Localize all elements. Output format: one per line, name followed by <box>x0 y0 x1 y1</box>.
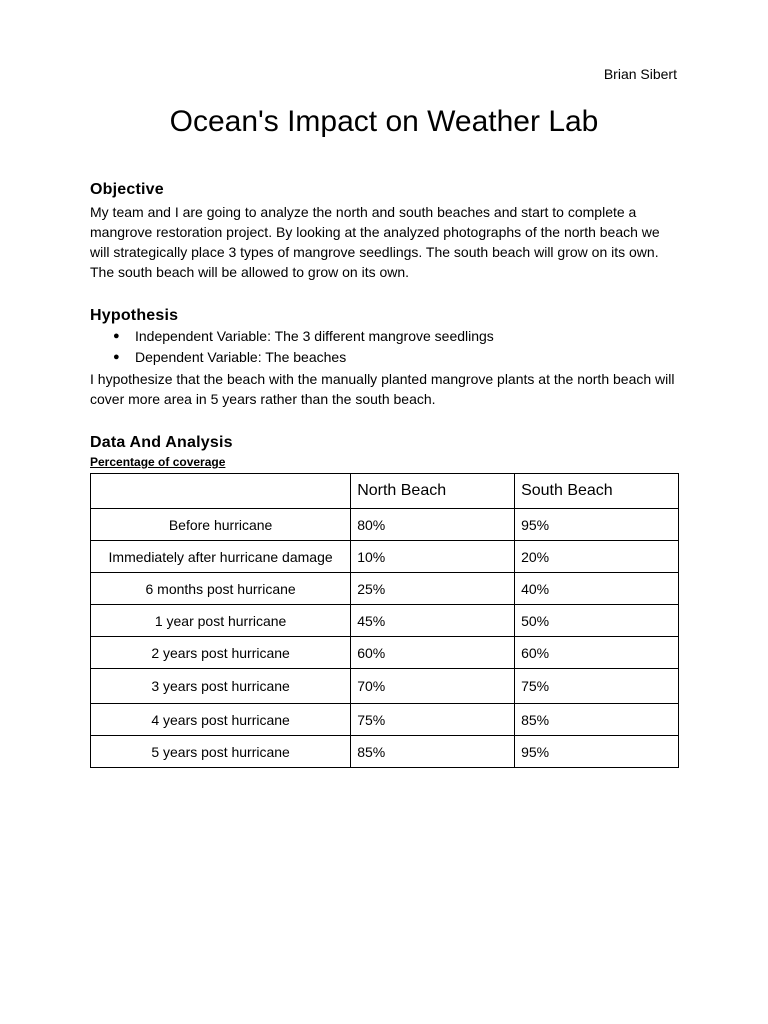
table-row <box>91 704 679 736</box>
south-beach-value: 85% <box>515 704 679 736</box>
column-header-north-beach: North Beach <box>351 474 515 509</box>
list-item <box>90 326 680 347</box>
north-beach-value: 85% <box>351 736 515 768</box>
row-label: Before hurricane <box>91 509 351 541</box>
analysis-heading: Data And Analysis <box>90 434 233 451</box>
south-beach-value: 40% <box>515 573 679 605</box>
independent-variable-text: Independent Variable: The 3 different mangrove seedlings <box>135 328 494 344</box>
north-beach-value: 80% <box>351 509 515 541</box>
table-row <box>91 509 679 541</box>
south-beach-value: 60% <box>515 637 679 669</box>
table-row <box>91 637 679 669</box>
row-label: 4 years post hurricane <box>91 704 351 736</box>
north-beach-value: 10% <box>351 541 515 573</box>
row-label: 1 year post hurricane <box>91 605 351 637</box>
list-item <box>90 347 680 368</box>
south-beach-value: 95% <box>515 736 679 768</box>
south-beach-value: 75% <box>515 669 679 704</box>
table-header-row <box>91 474 679 509</box>
table-row <box>91 605 679 637</box>
objective-heading: Objective <box>90 181 164 198</box>
north-beach-value: 45% <box>351 605 515 637</box>
author-name: Brian Sibert <box>603 66 677 82</box>
north-beach-value: 60% <box>351 637 515 669</box>
row-label: 3 years post hurricane <box>91 669 351 704</box>
table-row <box>91 541 679 573</box>
hypothesis-variables-list <box>90 326 680 368</box>
column-header-south-beach: South Beach <box>515 474 679 509</box>
south-beach-value: 95% <box>515 509 679 541</box>
row-label: 2 years post hurricane <box>91 637 351 669</box>
south-beach-value: 50% <box>515 605 679 637</box>
hypothesis-text: I hypothesize that the beach with the manually planted mangrove plants at the north beach will cover more area in 5 years rather than the south beach. <box>90 371 675 407</box>
coverage-table <box>90 473 679 768</box>
north-beach-value: 70% <box>351 669 515 704</box>
row-label: 5 years post hurricane <box>91 736 351 768</box>
row-label: Immediately after hurricane damage <box>91 541 351 573</box>
objective-text: My team and I are going to analyze the north and south beaches and start to complete a mangrove restoration project. By looking at the analyzed photographs of the north beach we will strategically place 3 types of mangrove seedlings. The south beach will grow on its own. The south beach will be allowed to grow on its own. <box>90 204 660 280</box>
south-beach-value: 20% <box>515 541 679 573</box>
table-row <box>91 573 679 605</box>
table-caption: Percentage of coverage <box>90 455 226 469</box>
table-row <box>91 669 679 704</box>
hypothesis-heading: Hypothesis <box>90 307 179 324</box>
document-title: Ocean's Impact on Weather Lab <box>169 105 599 138</box>
north-beach-value: 25% <box>351 573 515 605</box>
dependent-variable-text: Dependent Variable: The beaches <box>135 349 347 365</box>
bullet-icon: ● <box>113 351 120 363</box>
row-label: 6 months post hurricane <box>91 573 351 605</box>
bullet-icon: ● <box>113 330 120 342</box>
column-header-empty <box>91 474 351 509</box>
table-row <box>91 736 679 768</box>
north-beach-value: 75% <box>351 704 515 736</box>
